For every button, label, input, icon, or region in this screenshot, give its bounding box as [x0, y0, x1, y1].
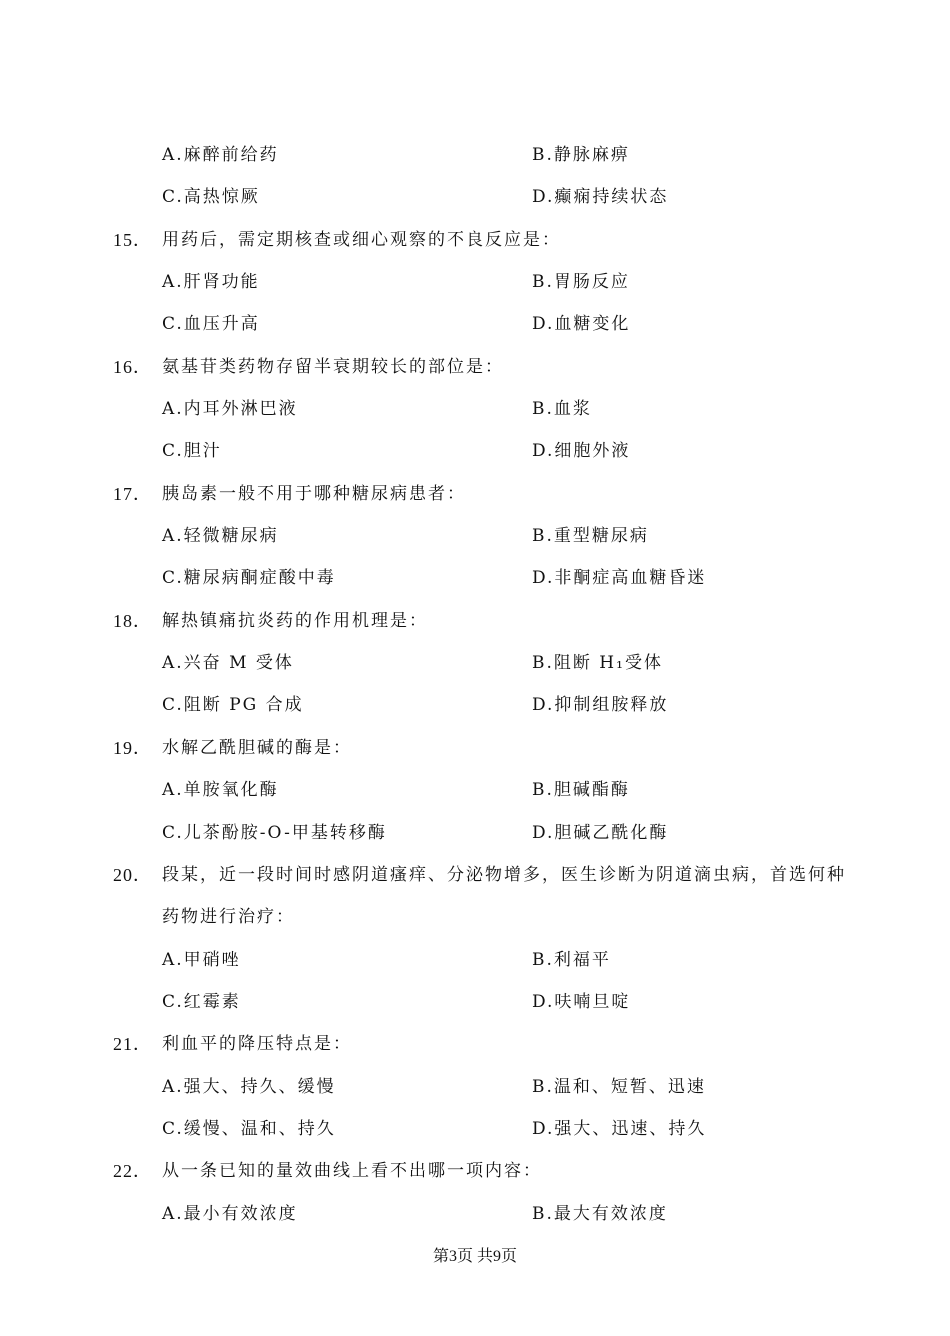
option-left: C.缓慢、温和、持久	[162, 1118, 336, 1139]
question-number: 20．	[113, 864, 152, 885]
option-left: C.阻断 PG 合成	[162, 695, 304, 716]
option-left: C.血压升高	[162, 314, 260, 335]
option-right: D.胆碱乙酰化酶	[532, 822, 669, 843]
option-right: D.细胞外液	[532, 441, 631, 462]
question-text: 水解乙酰胆碱的酶是：	[162, 737, 352, 758]
option-right: B.血浆	[532, 399, 592, 420]
option-left: C.糖尿病酮症酸中毒	[162, 568, 336, 589]
question-row	[0, 1023, 950, 1065]
option-right: B.静脉麻痹	[532, 145, 630, 165]
options-row	[0, 642, 950, 684]
options-row	[0, 557, 950, 599]
option-left: A.兴奋 M 受体	[162, 653, 294, 674]
question-number: 19．	[113, 737, 152, 758]
options-row	[0, 388, 950, 430]
options-row	[0, 684, 950, 726]
option-left: A.内耳外淋巴液	[162, 399, 298, 420]
options-row	[0, 939, 950, 981]
question-text: 胰岛素一般不用于哪种糖尿病患者：	[162, 483, 466, 504]
option-right: B.胆碱酯酶	[532, 780, 630, 801]
option-right: B.重型糖尿病	[532, 526, 649, 547]
question-number: 22．	[113, 1161, 152, 1182]
question-number: 21．	[113, 1034, 152, 1055]
option-right: D.呋喃旦啶	[532, 991, 631, 1012]
options-row	[0, 812, 950, 854]
question-text: 氨基苷类药物存留半衰期较长的部位是：	[162, 356, 504, 377]
question-text: 用药后，需定期核查或细心观察的不良反应是：	[162, 229, 561, 250]
question-row	[0, 1150, 950, 1192]
option-right: D.癫痫持续状态	[532, 187, 669, 208]
page-footer: 第3页 共9页	[432, 1248, 517, 1265]
options-row	[0, 134, 950, 176]
question-row	[0, 346, 950, 388]
question-row	[0, 219, 950, 261]
options-row	[0, 261, 950, 303]
option-right: D.强大、迅速、持久	[532, 1118, 707, 1139]
option-right: B.胃肠反应	[532, 272, 630, 293]
exam-questions	[0, 134, 950, 1235]
question-row	[0, 473, 950, 515]
option-left: A.轻微糖尿病	[162, 526, 279, 547]
options-row	[0, 1108, 950, 1150]
option-right: B.利福平	[532, 949, 611, 970]
option-left: A.最小有效浓度	[162, 1203, 298, 1224]
option-left: A.麻醉前给药	[162, 145, 279, 165]
option-right: B.温和、短暂、迅速	[532, 1076, 706, 1097]
option-left: C.胆汁	[162, 441, 222, 462]
option-left: A.单胺氧化酶	[162, 780, 279, 801]
option-right: B.最大有效浓度	[532, 1203, 668, 1224]
question-row	[0, 854, 950, 939]
question-number: 16．	[113, 356, 152, 377]
question-number: 18．	[113, 610, 152, 631]
option-right: D.抑制组胺释放	[532, 695, 669, 716]
options-row	[0, 303, 950, 345]
option-left: A.肝肾功能	[162, 272, 260, 293]
option-left: C.红霉素	[162, 991, 241, 1012]
option-left: C.高热惊厥	[162, 187, 260, 208]
options-row	[0, 1066, 950, 1108]
question-text: 段某，近一段时间时感阴道瘙痒、分泌物增多，医生诊断为阴道滴虫病，首选何种药物进行治疗：	[162, 864, 846, 928]
option-left: C.儿茶酚胺-O-甲基转移酶	[162, 822, 387, 843]
options-row	[0, 176, 950, 218]
options-row	[0, 1193, 950, 1235]
option-left: A.强大、持久、缓慢	[162, 1076, 336, 1097]
question-number: 17．	[113, 483, 152, 504]
options-row	[0, 769, 950, 811]
question-row	[0, 727, 950, 769]
question-row	[0, 600, 950, 642]
options-row	[0, 430, 950, 472]
option-left: A.甲硝唑	[162, 949, 241, 970]
option-right: B.阻断 H₁受体	[532, 653, 663, 674]
question-text: 从一条已知的量效曲线上看不出哪一项内容：	[162, 1161, 542, 1182]
question-number: 15．	[113, 229, 152, 250]
question-text: 利血平的降压特点是：	[162, 1034, 352, 1055]
options-row	[0, 981, 950, 1023]
option-right: D.血糖变化	[532, 314, 631, 335]
option-right: D.非酮症高血糖昏迷	[532, 568, 707, 589]
options-row	[0, 515, 950, 557]
question-text: 解热镇痛抗炎药的作用机理是：	[162, 610, 428, 631]
